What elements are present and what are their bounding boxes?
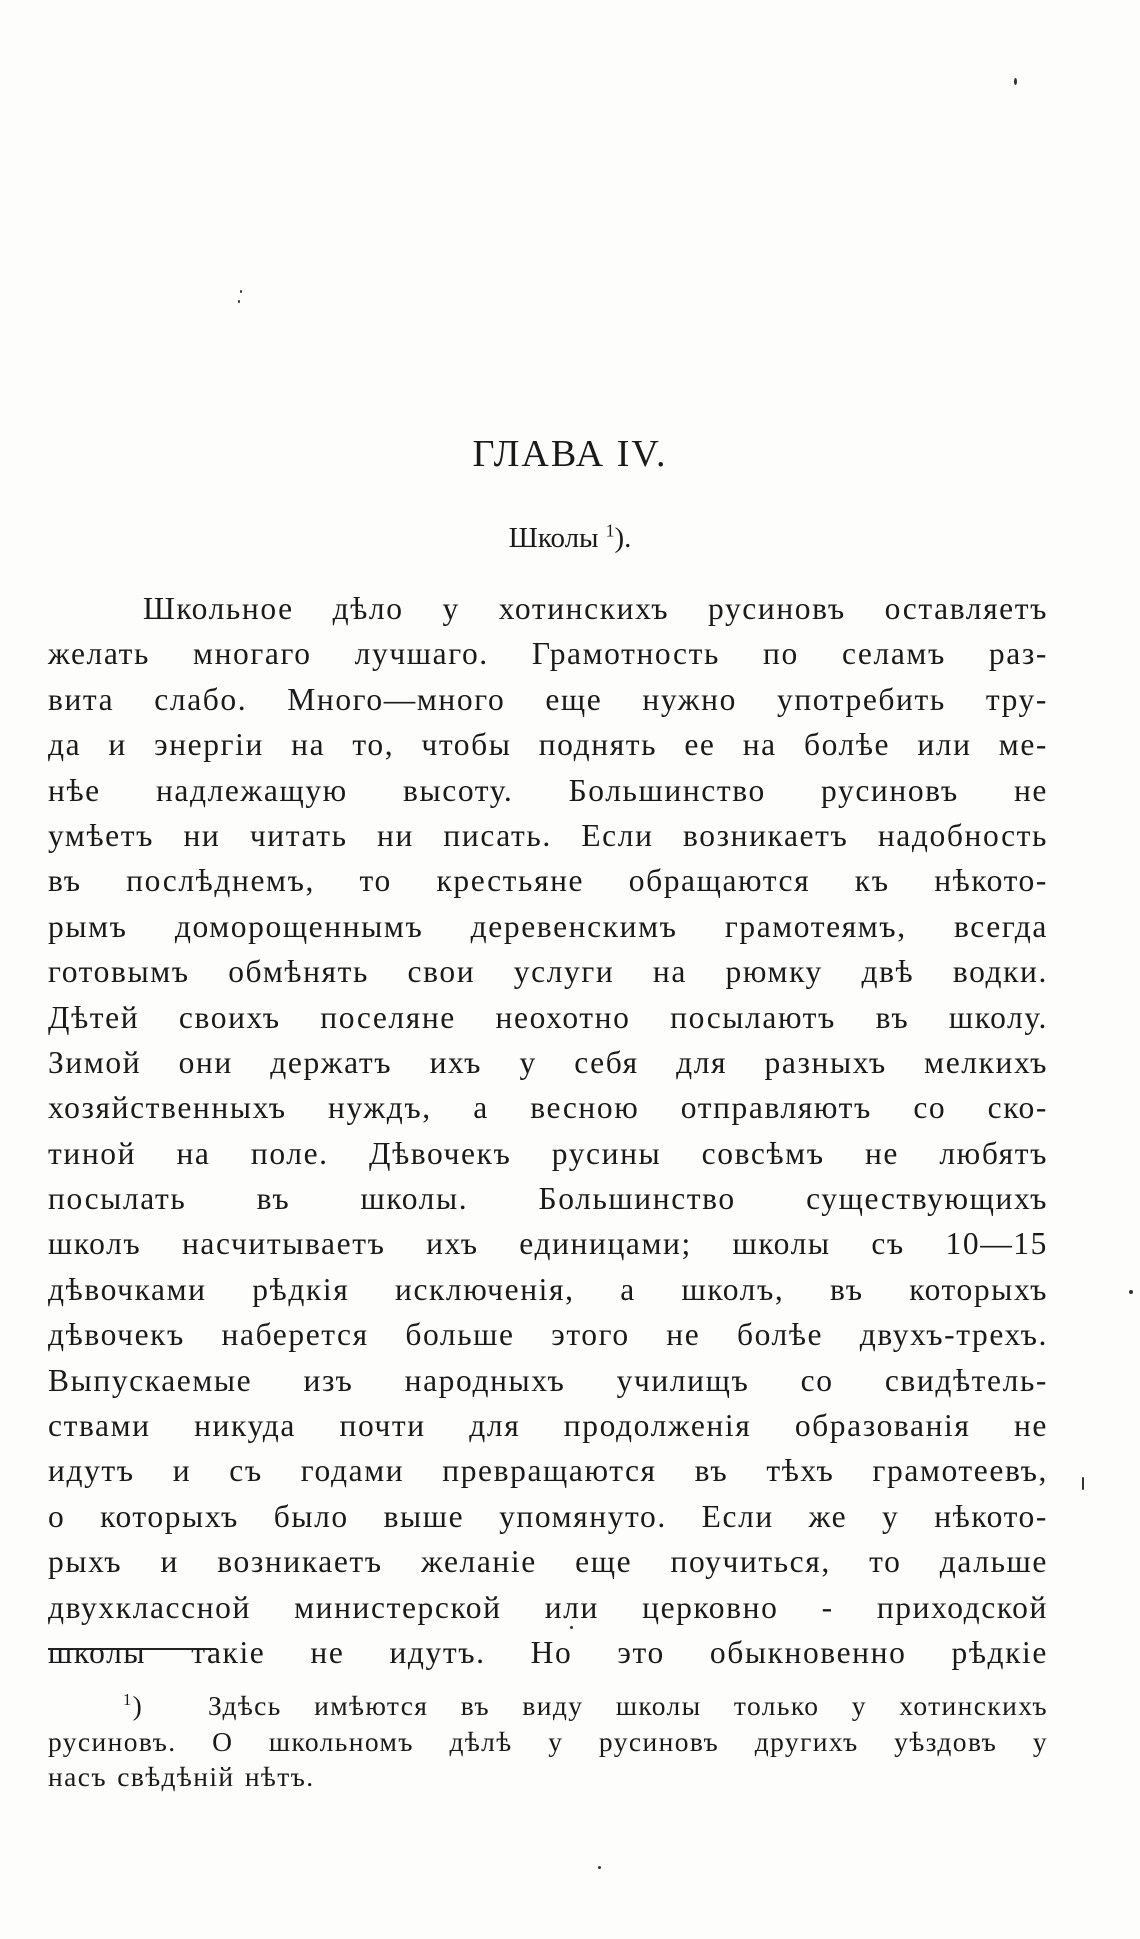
section-title bbox=[0, 522, 1140, 555]
print-speck bbox=[598, 1866, 601, 1869]
body-line: ствами никуда почти для продолженія образованія не bbox=[48, 1408, 1048, 1444]
body-line: умѣетъ ни читать ни писать. Если возникаетъ надобность bbox=[48, 817, 1048, 853]
body-line: Школьное дѣло у хотинскихъ русиновъ оставляетъ bbox=[143, 591, 1048, 626]
footnote-marker: 1 bbox=[123, 1689, 133, 1709]
print-speck bbox=[238, 300, 240, 303]
body-line: Дѣтей своихъ поселяне неохотно посылаютъ въ школу. bbox=[48, 999, 1048, 1035]
body-line: идутъ и съ годами превращаются въ тѣхъ грамотеевъ, bbox=[48, 1453, 1048, 1489]
body-line: школъ насчитываетъ ихъ единицами; школы съ 10—15 bbox=[48, 1226, 1048, 1262]
print-speck bbox=[240, 290, 242, 293]
footnote-line: насъ свѣдѣній нѣтъ. bbox=[48, 1761, 315, 1792]
body-line: рымъ доморощеннымъ деревенскимъ грамотеямъ, всегда bbox=[48, 908, 1048, 944]
body-line: посылать въ школы. Большинство существующихъ bbox=[48, 1181, 1048, 1217]
body-line: нѣе надлежащую высоту. Большинство русиновъ не bbox=[48, 772, 1048, 808]
body-line: дѣвочекъ наберется больше этого не болѣе двухъ-трехъ. bbox=[48, 1317, 1048, 1353]
body-line: хозяйственныхъ нуждъ, а весною отправляютъ со ско- bbox=[48, 1090, 1048, 1126]
print-speck bbox=[1014, 78, 1017, 85]
body-line: тиной на поле. Дѣвочекъ русины совсѣмъ не любятъ bbox=[48, 1135, 1048, 1171]
footnote-divider bbox=[48, 1648, 216, 1650]
footnote-line bbox=[48, 1688, 1048, 1724]
body-line: о которыхъ было выше упомянуто. Если же у нѣкото- bbox=[48, 1498, 1048, 1534]
body-line: школы такіе не идутъ. Но это обыкновенно рѣдкіе bbox=[48, 1634, 1048, 1670]
body-line: желать многаго лучшаго. Грамотность по селамъ раз- bbox=[48, 636, 1048, 672]
section-title-close: ). bbox=[614, 522, 632, 554]
body-line: вита слабо. Много—много еще нужно употребить тру- bbox=[48, 681, 1048, 717]
body-line: Выпускаемые изъ народныхъ училищъ со свидѣтель- bbox=[48, 1362, 1048, 1398]
footnote bbox=[48, 1688, 1048, 1795]
body-line: Зимой они держатъ ихъ у себя для разныхъ мелкихъ bbox=[48, 1044, 1048, 1080]
print-speck bbox=[1082, 1477, 1084, 1490]
body-line: готовымъ обмѣнять свои услуги на рюмку двѣ водки. bbox=[48, 954, 1048, 990]
chapter-title: ГЛАВА IV. bbox=[472, 433, 668, 475]
section-title-text: Школы bbox=[508, 522, 599, 554]
footnote-line: русиновъ. О школьномъ дѣлѣ у русиновъ другихъ уѣздовъ у bbox=[48, 1725, 1048, 1757]
body-line: въ послѣднемъ, то крестьяне обращаются къ нѣкото- bbox=[48, 863, 1048, 899]
footnote-marker-close: ) bbox=[132, 1690, 144, 1721]
body-line: да и энергіи на то, чтобы поднять ее на болѣе или ме- bbox=[48, 727, 1048, 763]
footnote-text: Здѣсь имѣются въ виду школы только у хотинскихъ bbox=[207, 1690, 1048, 1721]
footnote-reference: 1 bbox=[605, 520, 615, 541]
body-line: двухклассной министерской или церковно - приходской bbox=[48, 1589, 1048, 1625]
body-line: дѣвочками рѣдкія исключенія, а школъ, въ которыхъ bbox=[48, 1271, 1048, 1307]
print-speck bbox=[1129, 1290, 1133, 1294]
body-paragraph bbox=[48, 586, 1048, 1675]
body-line: рыхъ и возникаетъ желаніе еще поучиться, то дальше bbox=[48, 1544, 1048, 1580]
